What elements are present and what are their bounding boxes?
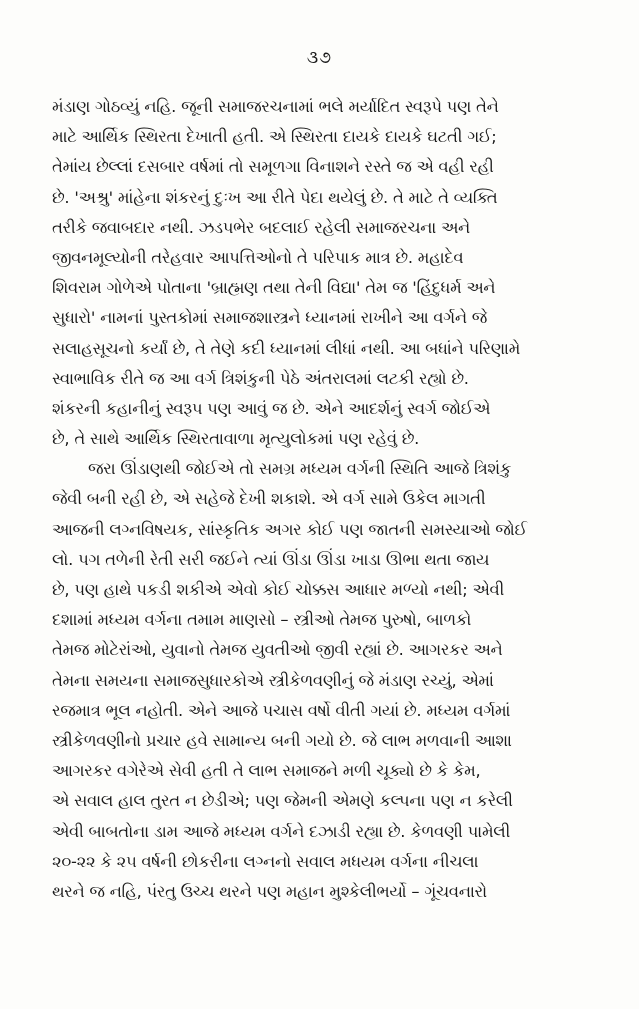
text-line: સુધારો' નામનાં પુસ્તકોમાં સમાજશાસ્ત્રને ધ્યાનમાં રાખીને આ વર્ગને જે bbox=[52, 308, 487, 328]
text-line: શંકરની કહાનીનું સ્વરૂપ પણ આવું જ છે. એને આદર્શનું સ્વર્ગ જોઈએ bbox=[52, 398, 491, 418]
text-line: મંડાણ ગોઠવ્યું નહિ. જૂની સમાજરચનામાં ભલે મર્યાદિત સ્વરૂપે પણ તેને bbox=[52, 97, 499, 116]
text-line: છે. 'અશ્રુ' માંહેના શંકરનું દુઃખ આ રીતે પેદા થયેલું છે. તે માટે તે વ્યક્તિ bbox=[52, 187, 498, 207]
text-line: જીવનમૂલ્યોની તરેહવાર આપત્તિઓનો તે પરિપાક માત્ર છે. મહાદેવ bbox=[52, 247, 464, 267]
text-line: સ્ત્રીકેળવણીનો પ્રચાર હવે સામાન્ય બની ગયો છે. જે લાભ મળવાની આશા bbox=[52, 730, 512, 750]
text-line: સ્વાભાવિક રીતે જ આ વર્ગ ત્રિશંકુની પેઠે અંતરાલમાં લટકી રહ્યો છે. bbox=[52, 368, 469, 388]
text-line: એવી બાબતોના ડામ આજે મધ્યમ વર્ગને દઝાડી રહ્યા છે. કેળવણી પામેલી bbox=[52, 821, 511, 841]
text-line: જેવી બની રહી છે, એ સહેજે દેખી શકાશે. એ વર્ગ સામે ઉકેલ માગતી bbox=[52, 489, 486, 509]
page-number: ૩૭ bbox=[306, 48, 333, 68]
text-line: તેમના સમયના સમાજસુધારકોએ સ્ત્રીકેળવણીનું જે મંડાણ રચ્યું, એમાં bbox=[52, 670, 494, 690]
text-line: ૨૦-૨૨ કે ૨૫ વર્ષની છોકરીના લગ્નનો સવાલ મધયમ વર્ગના નીચલા bbox=[52, 851, 479, 871]
text-line: દશામાં મધ્યમ વર્ગના તમામ માણસો – સ્ત્રીઓ તેમજ પુરુષો, બાળકો bbox=[52, 610, 472, 630]
text-line: તેમજ મોટેરાંઓ, યુવાનો તેમજ યુવતીઓ જીવી રહ્યાં છે. આગરકર અને bbox=[52, 640, 503, 660]
text-line: તરીકે જવાબદાર નથી. ઝડપભેર બદલાઈ રહેલી સમાજરચના અને bbox=[52, 217, 470, 237]
paragraph-start-line: જરા ઊંડાણથી જોઈએ તો સમગ્ર મધ્યમ વર્ગની સ્થિતિ આજે ત્રિશંકુ bbox=[88, 459, 512, 479]
text-line: આજની લગ્નવિષયક, સાંસ્કૃતિક અગર કોઈ પણ જાતની સમસ્યાઓ જોઈ bbox=[52, 519, 527, 539]
text-line: સલાહસૂચનો કર્યાં છે, તે તેણે કદી ધ્યાનમાં લીધાં નથી. આ બધાંને પરિણામે bbox=[52, 338, 520, 358]
text-line: છે, પણ હાથે પકડી શકીએ એવો કોઈ ચોક્કસ આધાર મળ્યો નથી; એવી bbox=[52, 580, 505, 599]
text-line: લો. પગ તળેની રેતી સરી જઈને ત્યાં ઊંડા ઊંડા ખાડા ઊભા થતા જાય bbox=[52, 549, 490, 569]
text-line: માટે આર્થિક સ્થિરતા દેખાતી હતી. એ સ્થિરતા દાયકે દાયકે ઘટતી ગઈ; bbox=[52, 127, 497, 147]
text-line: તેમાંય છેલ્લાં દસબાર વર્ષમાં તો સમૂળગા વિનાશને રસ્તે જ એ વહી રહી bbox=[52, 157, 494, 177]
text-line: છે, તે સાથે આર્થિક સ્થિરતાવાળા મૃત્યુલોકમાં પણ રહેવું છે. bbox=[52, 429, 420, 449]
text-line: શિવરામ ગોળેએ પોતાના 'બ્રાહ્મણ તથા તેની વિદ્યા' તેમ જ 'હિંદુધર્મ અને bbox=[52, 278, 496, 298]
body-text bbox=[52, 92, 592, 907]
text-line: આગરકર વગેરેએ સેવી હતી તે લાભ સમાજને મળી ચૂક્યો છે કે કેમ, bbox=[52, 761, 481, 781]
text-line: રજમાત્ર ભૂલ નહોતી. એને આજે પચાસ વર્ષો વીતી ગયાં છે. મધ્યમ વર્ગમાં bbox=[52, 700, 511, 720]
text-line: થરને જ નહિ, પંરતુ ઉચ્ચ થરને પણ મહાન મુશ્કેલીભર્યો – ગૂંચવનારો bbox=[52, 881, 487, 901]
text-line: એ સવાલ હાલ તુરત ન છેડીએ; પણ જેમની એમણે કલ્પના પણ ન કરેલી bbox=[52, 791, 513, 811]
